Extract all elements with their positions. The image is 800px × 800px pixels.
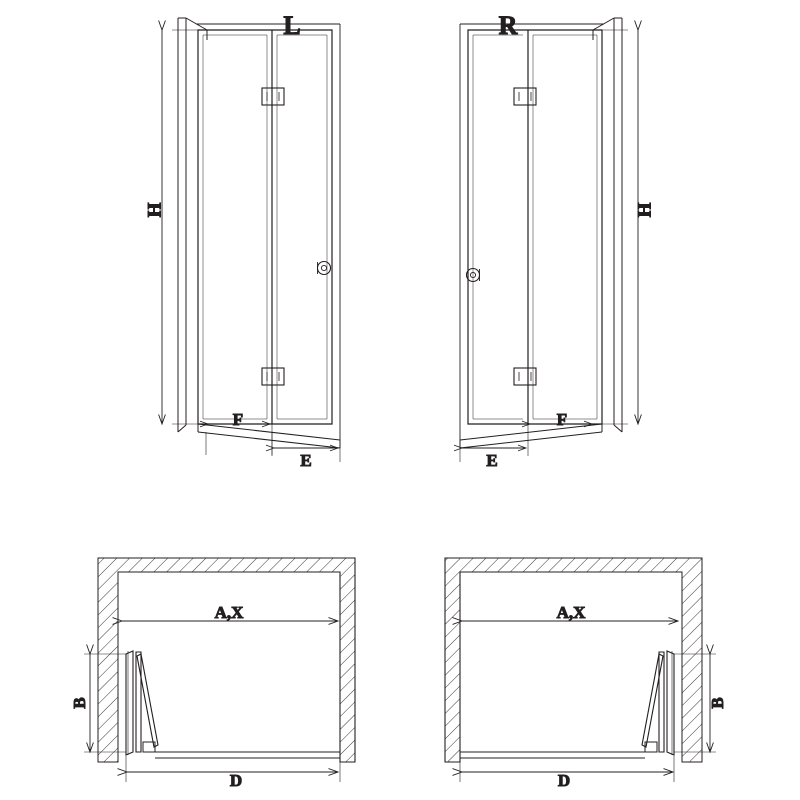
- dimension-h-right: H: [634, 202, 656, 218]
- variant-label-left: L: [283, 10, 301, 40]
- dimension-d-right: D: [557, 770, 571, 790]
- dimension-b-left: B: [69, 697, 89, 709]
- panel-label-e-left: E: [300, 450, 312, 470]
- panel-label-f-right: F: [556, 409, 568, 429]
- elevation-left-view: [144, 11, 340, 470]
- plan-right-view: [445, 558, 727, 790]
- variant-label-right: R: [498, 10, 518, 40]
- panel-label-f-left: F: [232, 409, 244, 429]
- dimension-ax-left: A,X: [214, 602, 244, 622]
- dimension-d-left: D: [229, 770, 243, 790]
- dimension-ax-right: A,X: [556, 602, 586, 622]
- dimension-b-right: B: [707, 697, 727, 709]
- elevation-right-view: [460, 11, 655, 470]
- plan-left-view: [70, 558, 355, 790]
- dimension-h-left: H: [144, 202, 166, 218]
- panel-label-e-right: E: [486, 450, 498, 470]
